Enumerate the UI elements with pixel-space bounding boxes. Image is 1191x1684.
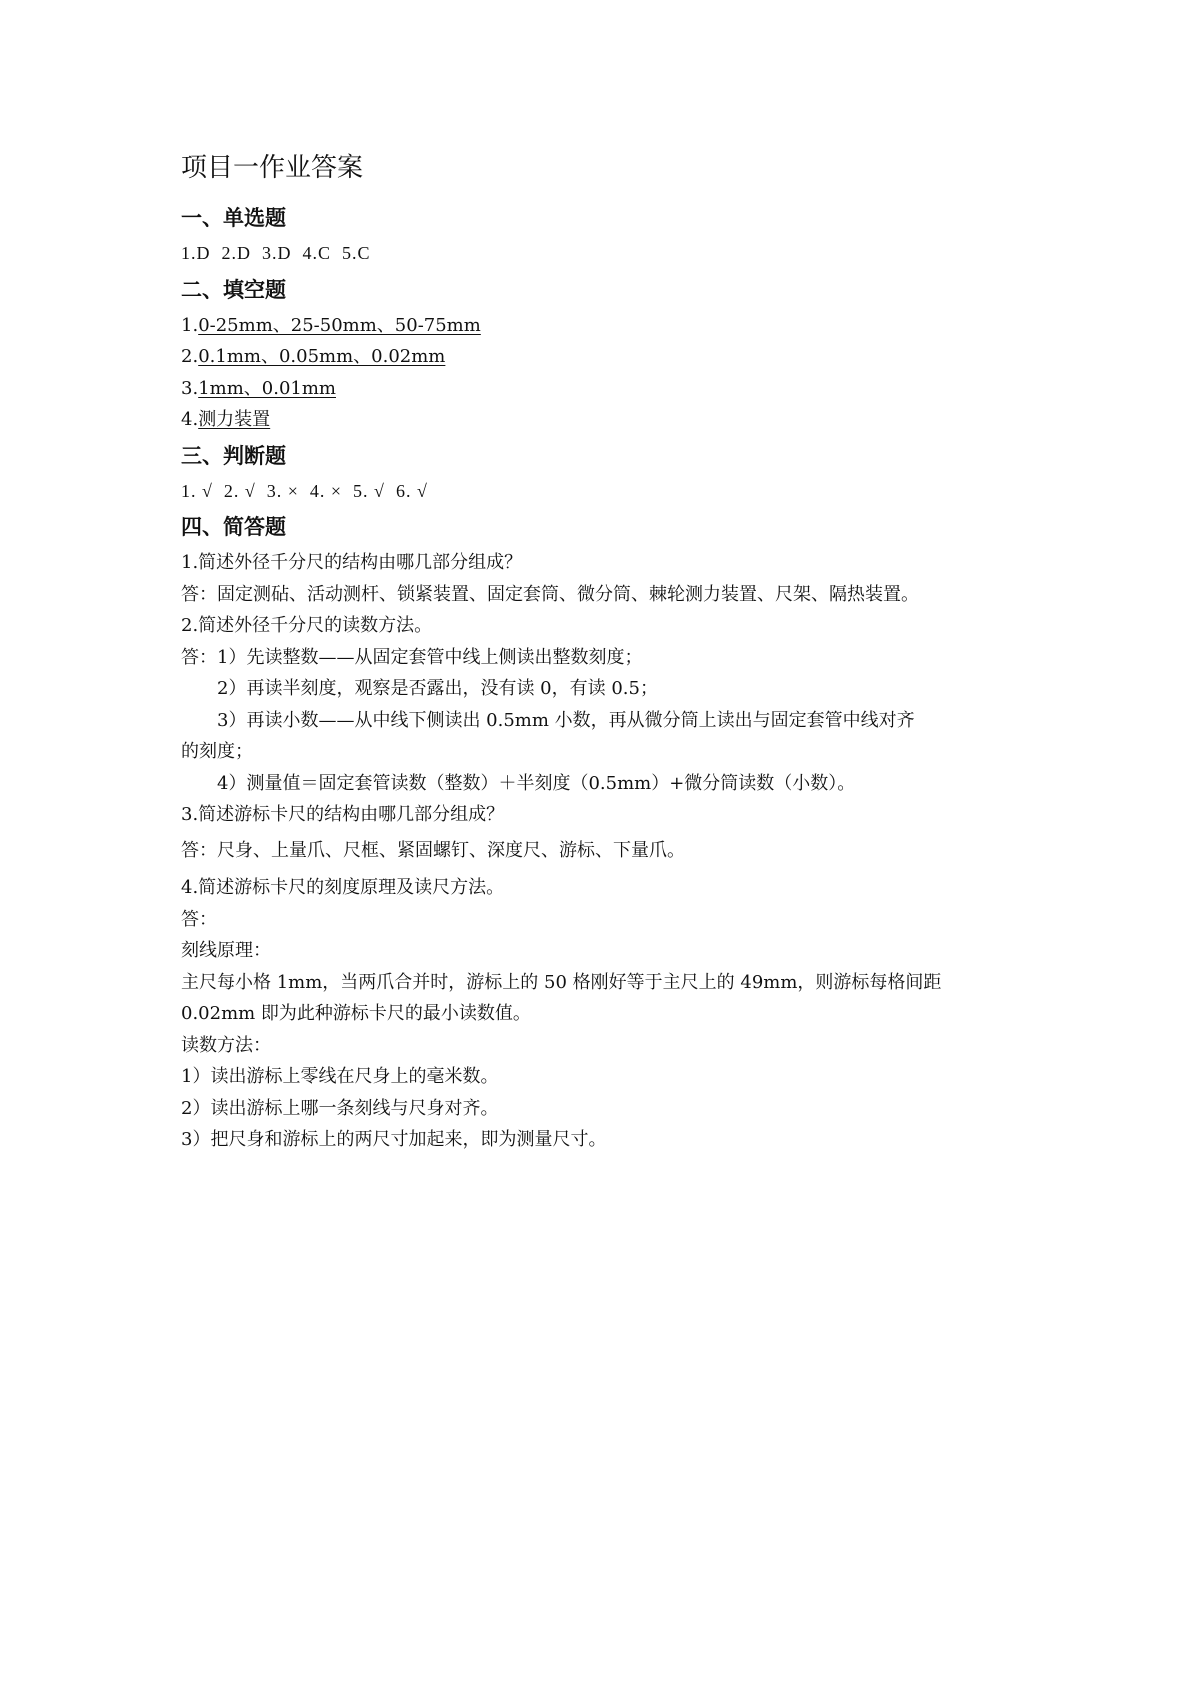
page-title: 项目一作业答案 — [181, 153, 364, 183]
answer-2-step-4: 4）测量值＝固定套管读数（整数）＋半刻度（0.5mm）+微分筒读数（小数）。 — [217, 772, 856, 794]
fill-blank-item-number: 4. — [181, 409, 199, 430]
question-3: 3.简述游标卡尺的结构由哪几部分组成？ — [181, 804, 505, 825]
fill-blank-item-answer: 0-25mm、25-50mm、50-75mm — [198, 314, 481, 336]
section-heading-single-choice: 一、单选题 — [181, 206, 286, 230]
principle-label: 刻线原理： — [181, 940, 271, 961]
fill-blank-item — [181, 404, 1021, 436]
answer-2-step-2: 2）再读半刻度，观察是否露出，没有读 0，有读 0.5； — [217, 678, 658, 699]
section-heading-short-answer: 四、简答题 — [181, 515, 286, 539]
method-step-1: 1）读出游标上零线在尺身上的毫米数。 — [181, 1066, 499, 1087]
method-step-2: 2）读出游标上哪一条刻线与尺身对齐。 — [181, 1097, 499, 1119]
answer-2-step-3: 3）再读小数——从中线下侧读出 0.5mm 小数，再从微分筒上读出与固定套管中线对齐 — [217, 709, 915, 731]
fill-blank-item — [181, 373, 1021, 405]
fill-blank-item — [181, 341, 1021, 373]
principle-text-2: 0.02mm 即为此种游标卡尺的最小读数值。 — [181, 1003, 531, 1024]
document-page — [181, 150, 1021, 1156]
fill-blank-item-number: 2. — [181, 346, 199, 367]
fill-blank-item-number: 1. — [181, 314, 199, 336]
question-2: 2.简述外径千分尺的读数方法。 — [181, 615, 433, 636]
question-4: 4.简述游标卡尺的刻度原理及读尺方法。 — [181, 877, 505, 898]
method-step-3: 3）把尺身和游标上的两尺寸加起来，即为测量尺寸。 — [181, 1129, 607, 1150]
fill-blank-item-answer: 0.1mm、0.05mm、0.02mm — [198, 346, 446, 367]
answer-4-label: 答： — [181, 908, 217, 930]
answer-2-step-3-continued: 的刻度； — [181, 741, 253, 762]
fill-blank-item — [181, 310, 1021, 342]
method-label: 读数方法： — [181, 1034, 271, 1056]
section-heading-fill-blank: 二、填空题 — [181, 277, 286, 302]
fill-blank-item-answer: 1mm、0.01mm — [198, 377, 336, 399]
section-heading-true-false: 三、判断题 — [181, 443, 286, 468]
question-1: 1.简述外径千分尺的结构由哪几部分组成？ — [181, 552, 523, 573]
fill-blank-item-answer: 测力装置 — [198, 409, 271, 430]
answer-1: 答：固定测砧、活动测杆、锁紧装置、固定套筒、微分筒、棘轮测力装置、尺架、隔热装置。 — [181, 583, 919, 605]
answer-3: 答：尺身、上量爪、尺框、紧固螺钉、深度尺、游标、下量爪。 — [181, 839, 685, 861]
fill-blank-item-number: 3. — [181, 377, 199, 399]
single-choice-answers: 1.D 2.D 3.D 4.C 5.C — [181, 243, 371, 263]
answer-2-step-1: 答：1）先读整数——从固定套管中线上侧读出整数刻度； — [181, 646, 643, 668]
true-false-answers: 1. √ 2. √ 3. × 4. × 5. √ 6. √ — [181, 480, 428, 501]
principle-text-1: 主尺每小格 1mm，当两爪合并时，游标上的 50 格刚好等于主尺上的 49mm，则游标每格间距 — [181, 971, 942, 993]
